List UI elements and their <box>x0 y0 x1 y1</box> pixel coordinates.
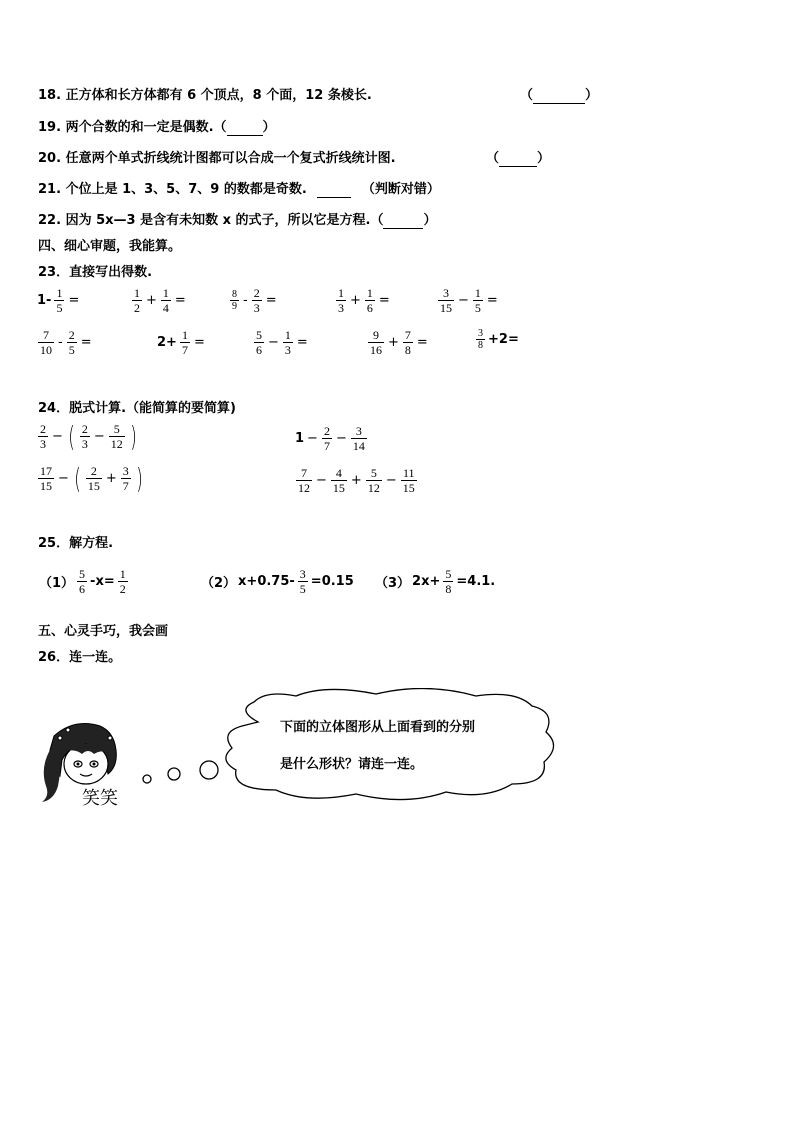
question-19: 19. 两个合数的和一定是偶数.（ ） <box>38 120 276 135</box>
section-5-heading: 五、心灵手巧，我会画 <box>38 624 169 639</box>
section-4-heading: 四、细心审题，我能算。 <box>38 239 182 254</box>
question-23-title: 23．直接写出得数. <box>38 265 153 280</box>
q23-expr-5: $\frac{3}{15}$ − $\frac{1}{5}$ = <box>440 286 498 315</box>
question-24-title: 24．脱式计算.（能简算的要简算) <box>38 401 236 416</box>
q24-expr-a: $\frac{2}{3}$ − ( $\frac{2}{3}$ − $\frac{5}{12}$ ) <box>40 419 137 453</box>
q23-expr-6: $\frac{7}{10}$ - $\frac{2}{5}$ = <box>40 328 92 357</box>
character-name: 笑笑 <box>82 788 118 809</box>
q24-expr-d: $\frac{7}{12}$ − $\frac{4}{15}$ + $\frac{5}{12}$ − $\frac{11}{15}$ <box>298 466 415 495</box>
bubble-line-2: 是什么形状？请连一连。 <box>280 757 424 772</box>
question-22: 22. 因为 5x—3 是含有未知数 x 的式子，所以它是方程.（ ） <box>38 213 437 228</box>
question-25-title: 25．解方程. <box>38 536 114 551</box>
q23-expr-10: $\frac{3}{8}$ +2= <box>478 328 519 351</box>
question-21: 21. 个位上是 1、3、5、7、9 的数都是奇数. （判断对错） <box>38 182 440 197</box>
q25-equation-2: （2） x+0.75- $\frac{3}{5}$ =0.15 <box>201 567 354 596</box>
q25-equation-1: （1） $\frac{5}{6}$ -x= $\frac{1}{2}$ <box>39 567 126 596</box>
q23-expr-1: 1- $\frac{1}{5}$ = <box>37 286 80 315</box>
question-26-title: 26．连一连。 <box>38 650 122 665</box>
q23-expr-8: $\frac{5}{6}$ − $\frac{1}{3}$ = <box>256 328 308 357</box>
q25-equation-3: （3） 2x+ $\frac{5}{8}$ =4.1. <box>375 567 496 596</box>
answer-blank-21[interactable] <box>317 182 351 198</box>
answer-blank-18[interactable]: （ ） <box>520 88 599 103</box>
answer-blank-22[interactable] <box>383 213 423 229</box>
q23-expr-4: $\frac{1}{3}$ + $\frac{1}{6}$ = <box>338 286 390 315</box>
q23-expr-7: 2+ $\frac{1}{7}$ = <box>157 328 205 357</box>
q23-expr-2: $\frac{1}{2}$ + $\frac{1}{4}$ = <box>134 286 186 315</box>
q24-expr-c: $\frac{17}{15}$ − ( $\frac{2}{15}$ + $\frac{3}{7}$ ) <box>40 461 143 495</box>
thought-bubble <box>136 688 576 810</box>
q23-expr-9: $\frac{9}{16}$ + $\frac{7}{8}$ = <box>370 328 428 357</box>
bubble-line-1: 下面的立体图形从上面看到的分别 <box>280 720 476 735</box>
answer-blank-19[interactable] <box>227 120 263 136</box>
q23-expr-3: $\frac{8}{9}$ - $\frac{2}{3}$ = <box>232 286 277 315</box>
q24-expr-b: 1 − $\frac{2}{7}$ − $\frac{3}{14}$ <box>295 424 365 453</box>
question-18: 18. 正方体和长方体都有 6 个顶点，8 个面，12 条棱长. <box>38 88 372 103</box>
answer-blank-20[interactable]: （ ） <box>486 151 551 166</box>
question-20: 20. 任意两个单式折线统计图都可以合成一个复式折线统计图. <box>38 151 396 166</box>
